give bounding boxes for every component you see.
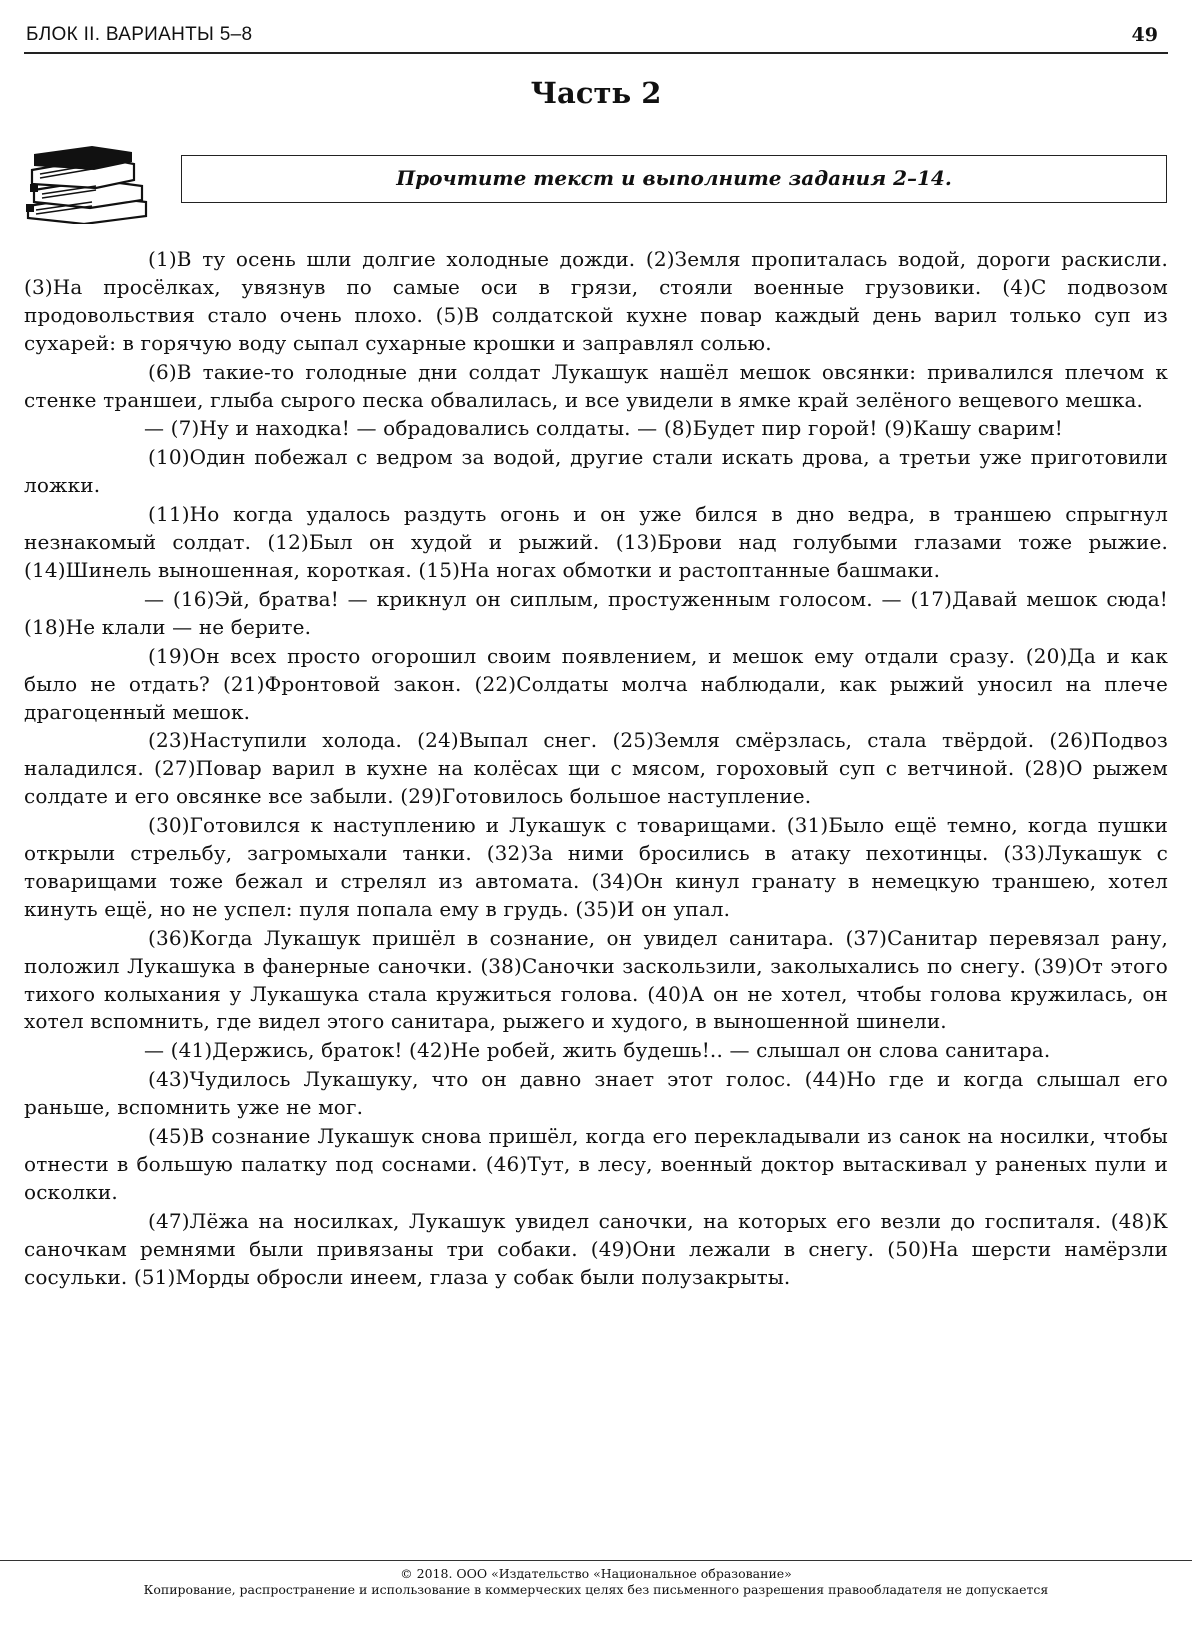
paragraph-5: (11)Но когда удалось раздуть огонь и он уже бился в дно ведра, в траншею спрыгнул незнакомый солдат. (12)Был он худой и рыжий. (13)Брови над голубыми глазами тоже рыжие. (14)Шинель выношенная, короткая. (15)На ногах обмотки и растоптанные башмаки. (24, 502, 1168, 582)
paragraph-12: (43)Чудилось Лукашуку, что он давно знает этот голос. (44)Но где и когда слышал его раньше, вспомнить уже не мог. (24, 1067, 1168, 1120)
section-title: БЛОК II. ВАРИАНТЫ 5–8 (26, 24, 253, 45)
paragraph-8: (23)Наступили холода. (24)Выпал снег. (25)Земля смёрзлась, стала твёрдой. (26)Подвоз наладился. (27)Повар варил в кухне на колёсах щи с мясом, гороховый суп с ветчиной. (28)О рыжем солдате и его овсянке все забыли. (29)Готовилось большое наступление. (24, 728, 1168, 809)
paragraph-11: — (41)Держись, браток! (42)Не робей, жить будешь!.. — слышал он слова санитара. (144, 1038, 1051, 1063)
paragraph-14: (47)Лёжа на носилках, Лукашук увидел саночки, на которых его везли до госпиталя. (48)К саночкам ремнями были привязаны три собаки. (49)Они лежали в снегу. (50)На шерсти намёрзли сосульки. (51)Морды обросли инеем, глаза у собак были полузакрыты. (24, 1208, 1168, 1289)
paragraph-7: (19)Он всех просто огорошил своим появлением, и мешок ему отдали сразу. (20)Да и как было не отдать? (21)Фронтовой закон. (22)Солдаты молча наблюдали, как рыжий уносил на плече драгоценный мешок. (24, 643, 1168, 724)
page-footer (0, 1566, 1192, 1598)
paragraph-10: (36)Когда Лукашук пришёл в сознание, он увидел санитара. (37)Санитар перевязал рану, положил Лукашука в фанерные саночки. (38)Саночки заскользили, заколыхались по снегу. (39)От этого тихого колыхания у Лукашука стала кружиться голова. (40)А он не хотел, чтобы голова кружилась, он хотел вспомнить, где видел этого санитара, рыжего и худого, в выношенной шинели. (24, 925, 1168, 1034)
page-header (24, 18, 1168, 54)
paragraph-2: (6)В такие-то голодные дни солдат Лукашук нашёл мешок овсянки: привалился плечом к стенке траншеи, глыба сырого песка обвалилась, и все увидели в ямке край зелёного вещевого мешка. (24, 359, 1168, 412)
footer-divider (0, 1560, 1192, 1561)
page-number: 49 (1131, 24, 1158, 46)
books-icon (22, 146, 152, 224)
paragraph-4: (10)Один побежал с ведром за водой, другие стали искать дрова, а третьи уже приготовили ложки. (24, 445, 1168, 498)
part-title: Часть 2 (530, 76, 662, 110)
paragraph-9: (30)Готовился к наступлению и Лукашук с товарищами. (31)Было ещё темно, когда пушки открыли стрельбу, загромыхали танки. (32)За ними бросились в атаку пехотинцы. (33)Лукашук с товарищами тоже бежал и стрелял из автомата. (34)Он кинул гранату в немецкую траншею, хотел кинуть ещё, но не успел: пуля попала ему в грудь. (35)И он упал. (24, 813, 1168, 921)
paragraph-1: (1)В ту осень шли долгие холодные дожди. (2)Земля пропиталась водой, дороги раскисли. (3)На просёлках, увязнув по самые оси в грязи, стояли военные грузовики. (4)С подвозом продовольствия стало очень плохо. (5)В солдатской кухне повар каждый день варил только суп из сухарей: в горячую воду сыпал сухарные крошки и заправлял солью. (24, 247, 1168, 355)
paragraph-6: — (16)Эй, братва! — крикнул он сиплым, простуженным голосом. — (17)Давай мешок сюда! (18)Не клали — не берите. (24, 586, 1168, 639)
copyright-line: © 2018. ООО «Издательство «Национальное образование» (400, 1566, 792, 1581)
paragraph-3: — (7)Ну и находка! — обрадовались солдаты. — (8)Будет пир горой! (9)Кашу сварим! (144, 416, 1063, 441)
instruction-box: Прочтите текст и выполните задания 2–14. (181, 155, 1167, 203)
paragraph-13: (45)В сознание Лукашук снова пришёл, когда его перекладывали из санок на носилки, чтобы отнести в большую палатку под соснами. (46)Тут, в лесу, военный доктор вытаскивал у раненых пули и осколки. (24, 1124, 1168, 1204)
copyright-notice: Копирование, распространение и использование в коммерческих целях без письменного разрешения правообладателя не допускается (143, 1582, 1049, 1597)
reading-text (24, 246, 1168, 1293)
